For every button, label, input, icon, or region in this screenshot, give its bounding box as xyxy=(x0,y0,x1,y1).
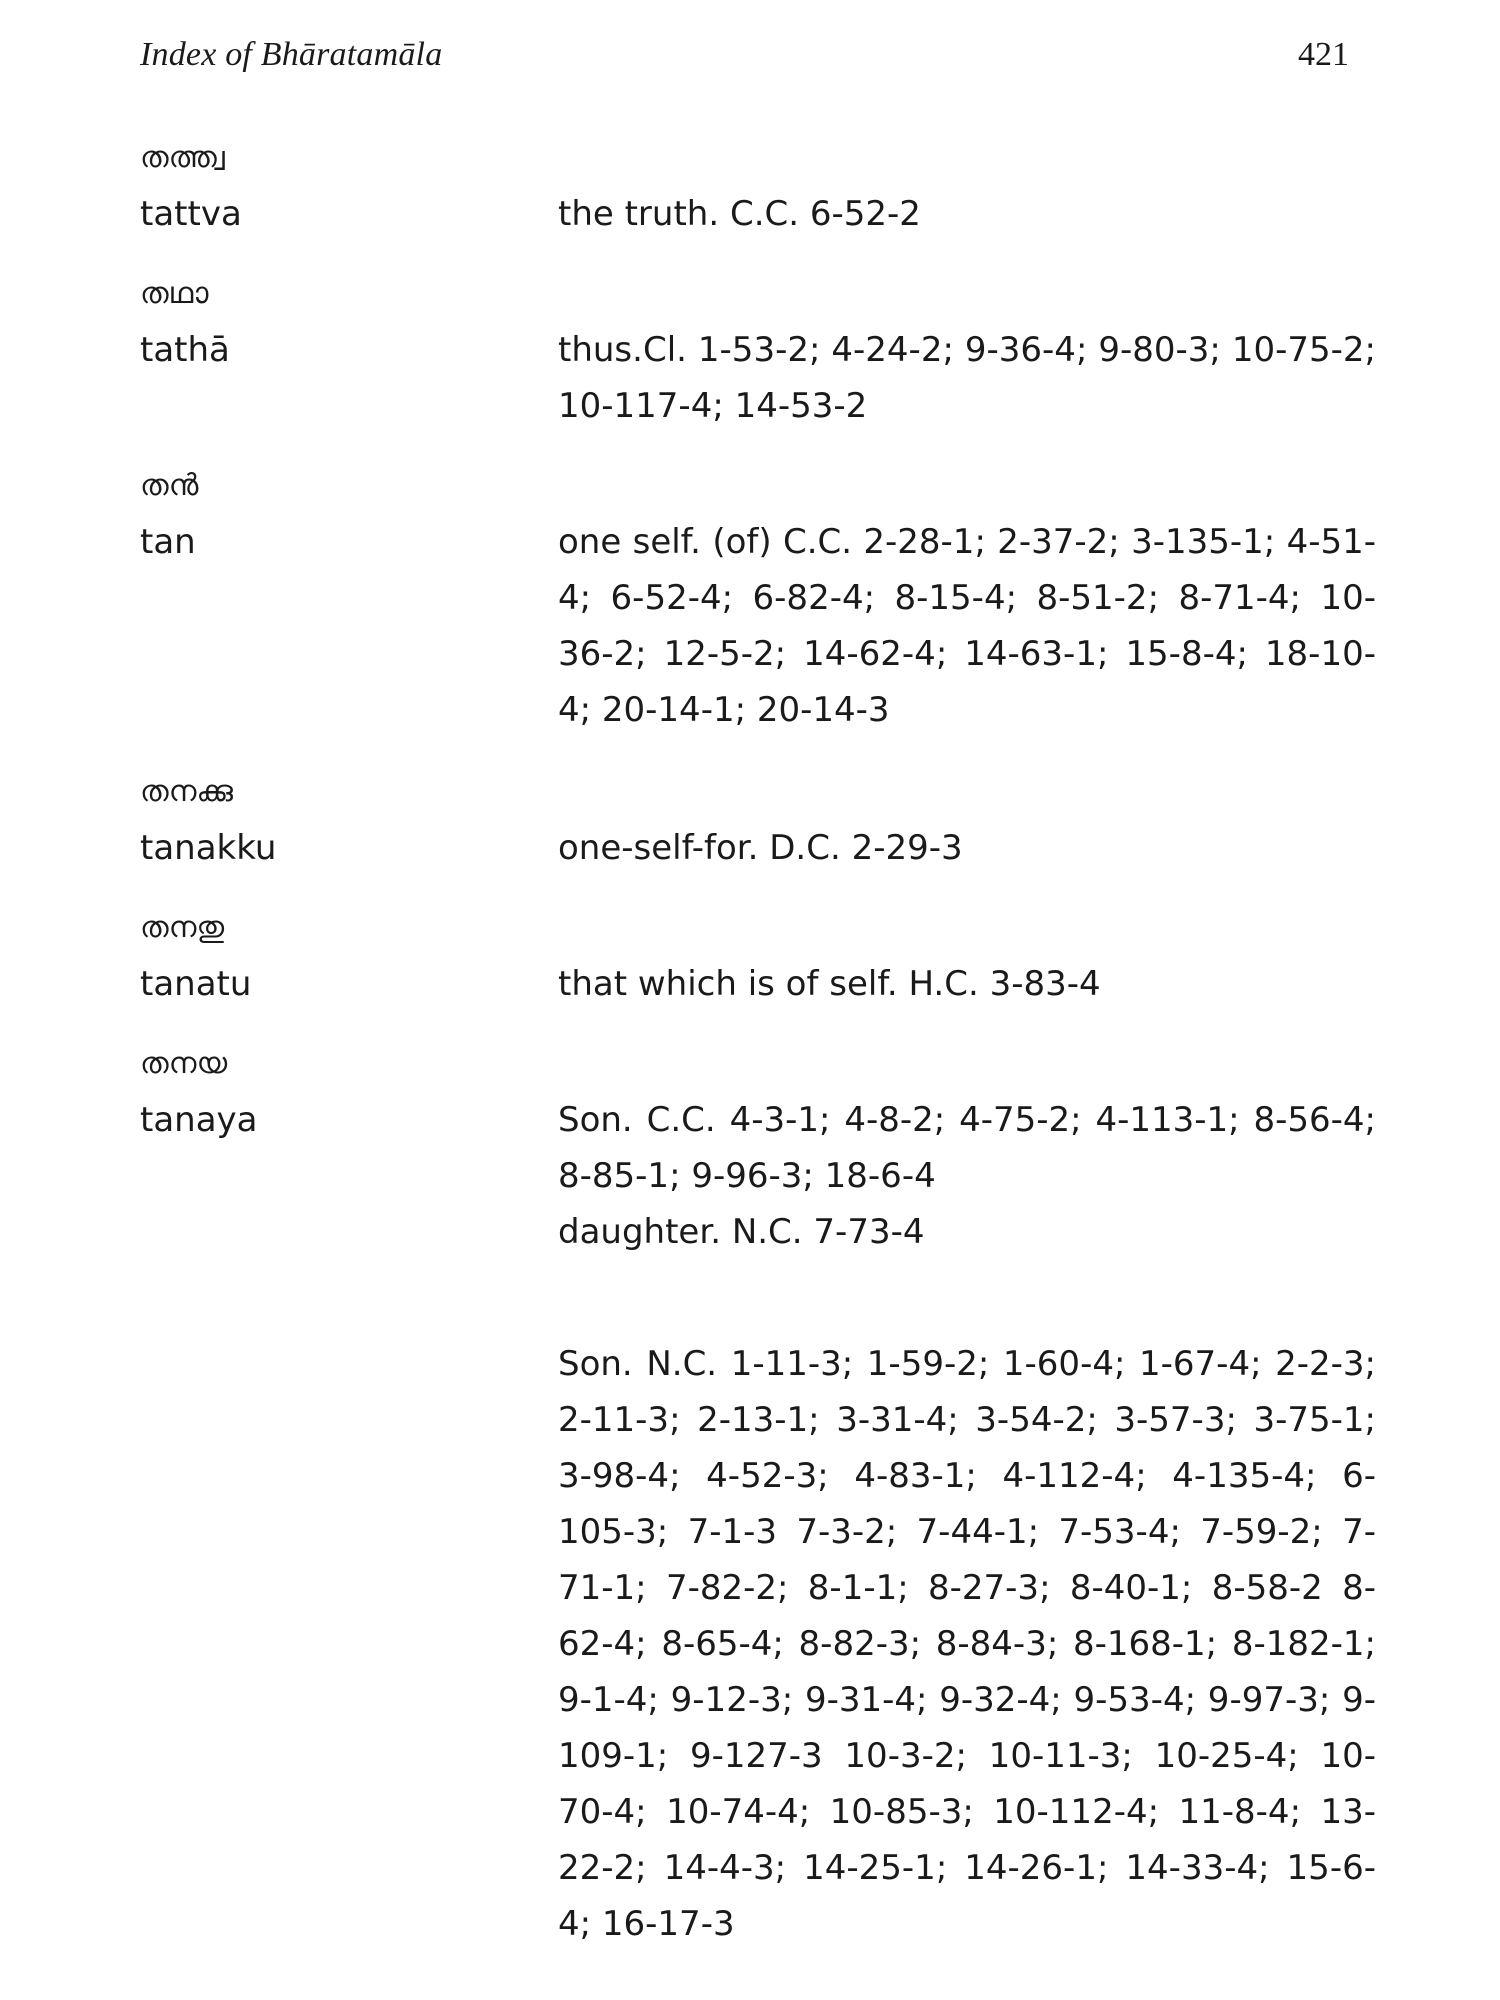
definition xyxy=(558,956,1376,1012)
malayalam-headword: തനക്കു xyxy=(140,774,233,809)
definition xyxy=(558,186,1376,242)
definition-line: daughter. N.C. 7-73-4 xyxy=(558,1212,925,1252)
definition-line: one-self-for. D.C. 2-29-3 xyxy=(558,828,963,868)
malayalam-headword: തഥാ xyxy=(140,276,209,311)
transliteration: tan xyxy=(140,522,196,562)
definition xyxy=(558,1092,1376,1260)
transliteration: tathā xyxy=(140,330,230,370)
definition-line: the truth. C.C. 6-52-2 xyxy=(558,194,921,234)
definition-line: one self. (of) C.C. 2-28-1; 2-37-2; 3-135-1; 4-51-4; 6-52-4; 6-82-4; 8-15-4; 8-51-2; 8-71-4; 10-36-2; 12-5-2; 14-62-4; 14-63-1; 15-8-4; 18-10-4; 20-14-1; 20-14-3 xyxy=(558,522,1376,730)
transliteration: tattva xyxy=(140,194,242,234)
definition xyxy=(558,514,1376,738)
transliteration: tanaya xyxy=(140,1100,258,1140)
transliteration: tanakku xyxy=(140,828,277,868)
malayalam-headword: തൻ xyxy=(140,468,199,503)
continuation-definition: Son. N.C. 1-11-3; 1-59-2; 1-60-4; 1-67-4; 2-2-3; 2-11-3; 2-13-1; 3-31-4; 3-54-2; 3-57-3; 3-75-1; 3-98-4; 4-52-3; 4-83-1; 4-112-4; 4-135-4; 6-105-3; 7-1-3 7-3-2; 7-44-1; 7-53-4; 7-59-2; 7-71-1; 7-82-2; 8-1-1; 8-27-3; 8-40-1; 8-58-2 8-62-4; 8-65-4; 8-82-3; 8-84-3; 8-168-1; 8-182-1; 9-1-4; 9-12-3; 9-31-4; 9-32-4; 9-53-4; 9-97-3; 9-109-1; 9-127-3 10-3-2; 10-11-3; 10-25-4; 10-70-4; 10-74-4; 10-85-3; 10-112-4; 11-8-4; 13-22-2; 14-4-3; 14-25-1; 14-26-1; 14-33-4; 15-6-4; 16-17-3 xyxy=(558,1344,1376,1944)
definition-line: Son. C.C. 4-3-1; 4-8-2; 4-75-2; 4-113-1; 8-56-4; 8-85-1; 9-96-3; 18-6-4 xyxy=(558,1100,1376,1196)
malayalam-headword: തനതു xyxy=(140,910,225,945)
malayalam-headword: തത്ത്വ xyxy=(140,140,225,175)
definition-line: that which is of self. H.C. 3-83-4 xyxy=(558,964,1101,1004)
definition-line: thus.Cl. 1-53-2; 4-24-2; 9-36-4; 9-80-3; 10-75-2; 10-117-4; 14-53-2 xyxy=(558,330,1376,426)
definition xyxy=(558,322,1376,434)
page-number: 421 xyxy=(1298,36,1349,73)
transliteration: tanatu xyxy=(140,964,252,1004)
running-title: Index of Bhāratamāla xyxy=(140,36,443,73)
definition xyxy=(558,820,1376,876)
malayalam-headword: തനയ xyxy=(140,1046,228,1081)
